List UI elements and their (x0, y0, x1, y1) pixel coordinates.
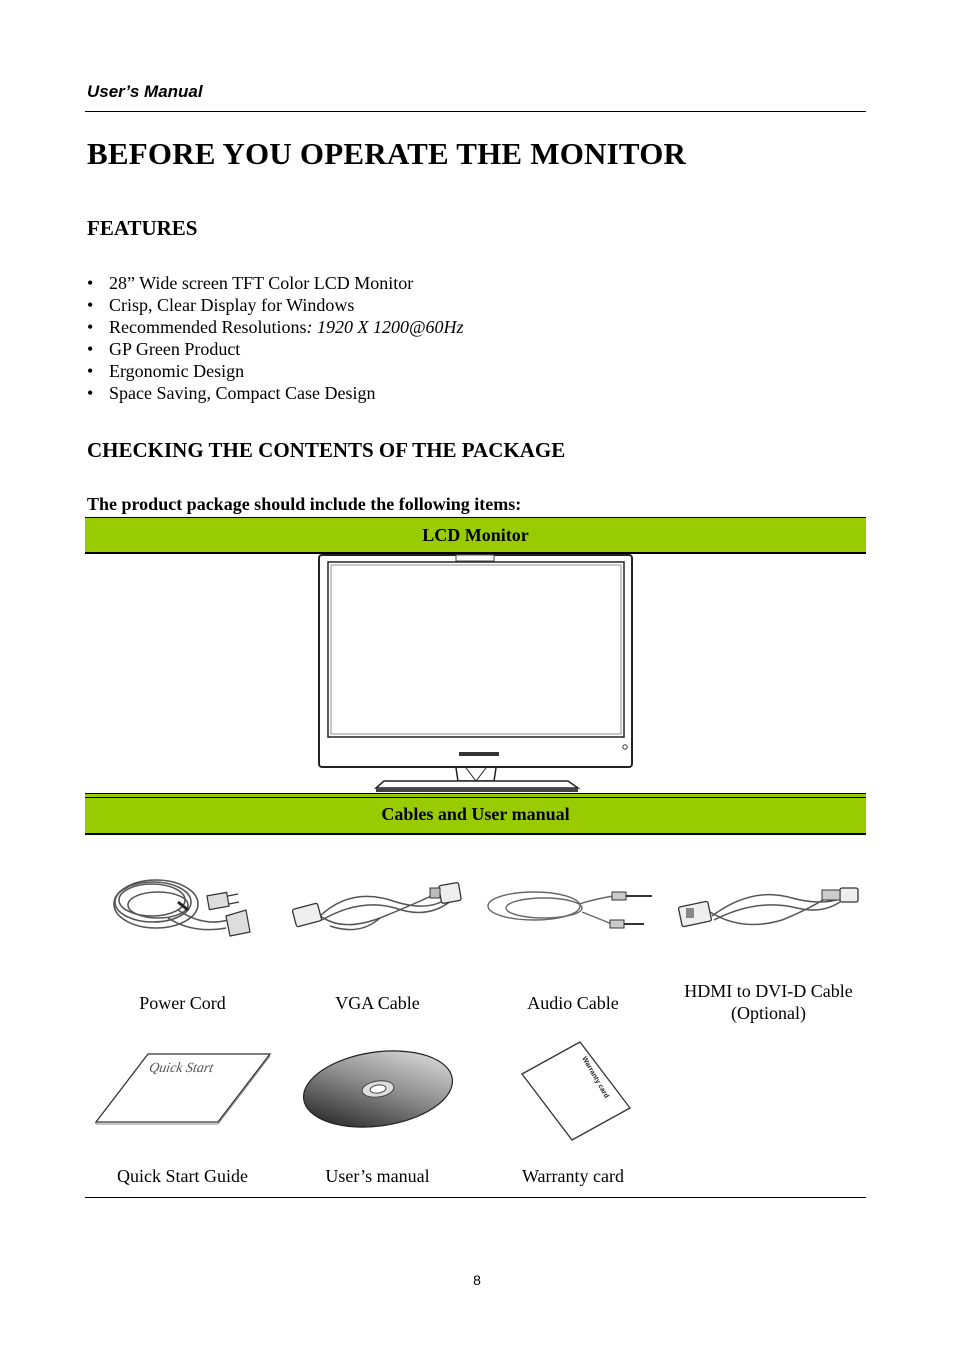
item-label-warranty-card: Warranty card (522, 1166, 624, 1186)
resolution-value: : 1920 X 1200@60Hz (306, 317, 464, 337)
feature-item: • Ergonomic Design (87, 360, 464, 382)
item-label-vga-cable: VGA Cable (335, 993, 420, 1013)
lcd-monitor-icon (316, 554, 636, 794)
power-cord-icon (108, 872, 258, 948)
feature-item: • Recommended Resolutions: 1920 X 1200@60Hz (87, 316, 464, 338)
features-list (87, 272, 464, 404)
feature-item: • Space Saving, Compact Case Design (87, 382, 464, 404)
vga-cable-icon (290, 878, 465, 938)
header-rule (85, 111, 866, 112)
feature-item: • Crisp, Clear Display for Windows (87, 294, 464, 316)
features-heading: FEATURES (87, 216, 198, 240)
feature-item: • 28” Wide screen TFT Color LCD Monitor (87, 272, 464, 294)
lcd-monitor-band (85, 517, 866, 554)
package-heading: CHECKING THE CONTENTS OF THE PACKAGE (87, 438, 566, 462)
running-header: User’s Manual (87, 82, 203, 101)
quick-start-cover-text: Quick Start (147, 1060, 215, 1076)
item-label-users-manual: User’s manual (325, 1166, 430, 1186)
lcd-monitor-band-label: LCD Monitor (422, 525, 529, 545)
hdmi-dvi-cable-icon (672, 878, 862, 938)
table-bottom-rule (85, 1197, 866, 1198)
item-label-audio-cable: Audio Cable (527, 993, 619, 1013)
page-number: 8 (473, 1272, 481, 1288)
item-label-quick-start-guide: Quick Start Guide (117, 1166, 248, 1186)
warranty-card-text: Warranty card (580, 1055, 610, 1100)
item-label-hdmi-dvi-cable: HDMI to DVI-D Cable (Optional) (684, 981, 853, 1023)
warranty-card-icon (520, 1038, 640, 1142)
page-title: BEFORE YOU OPERATE THE MONITOR (87, 136, 687, 171)
item-label-power-cord: Power Cord (139, 993, 226, 1013)
feature-item: • GP Green Product (87, 338, 464, 360)
cables-band-label: Cables and User manual (381, 804, 570, 824)
cd-icon (300, 1048, 456, 1130)
audio-cable-icon (484, 884, 659, 934)
cables-band (85, 793, 866, 835)
quick-start-guide-icon (94, 1052, 270, 1126)
package-intro: The product package should include the following items: (87, 494, 522, 514)
